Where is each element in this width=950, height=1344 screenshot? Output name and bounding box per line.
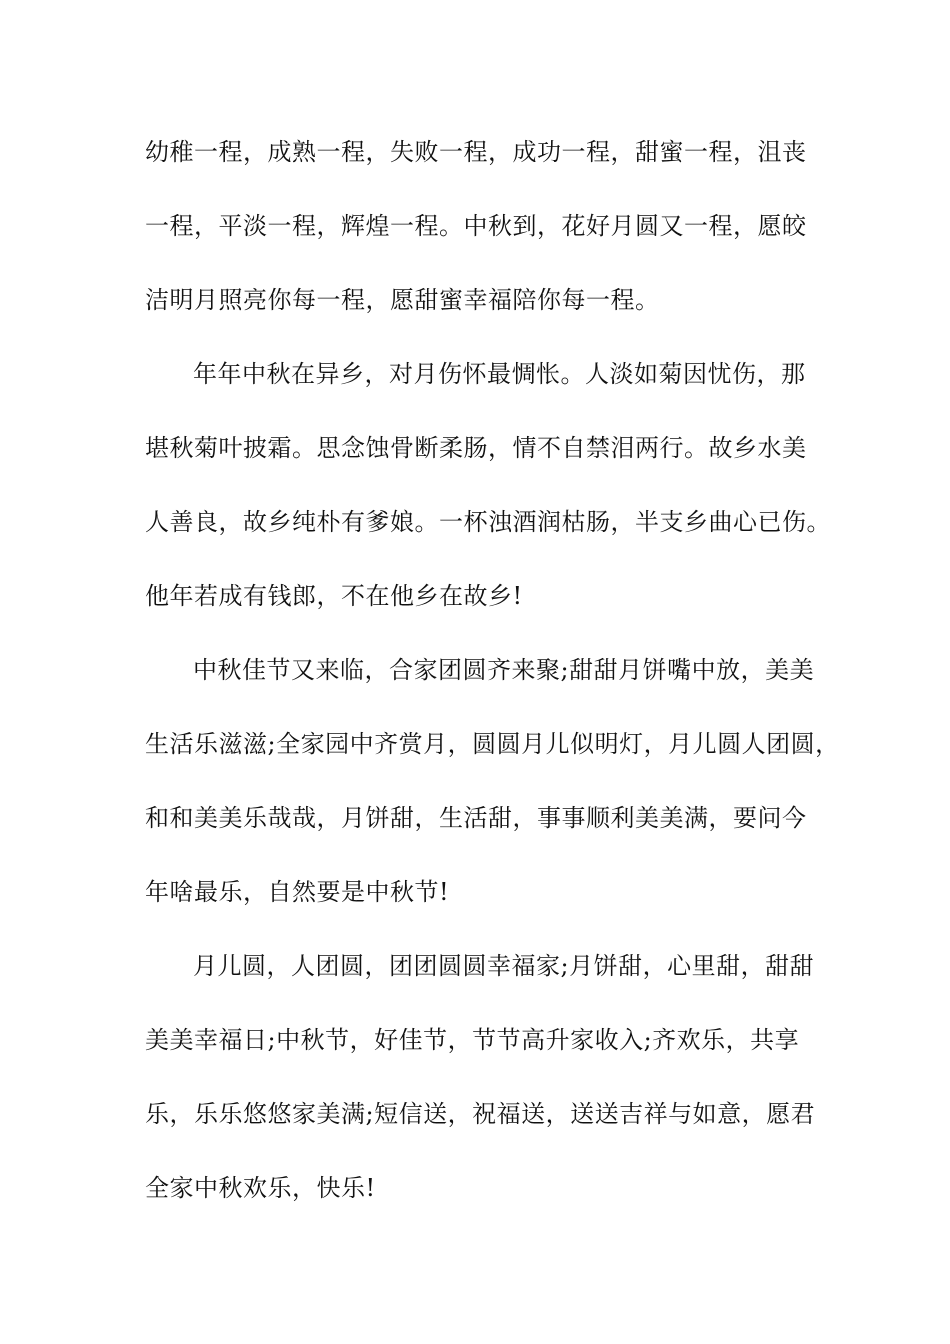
paragraph-line: 全家中秋欢乐，快乐! [145,1174,376,1202]
paragraph-line: 洁明月照亮你每一程，愿甜蜜幸福陪你每一程。 [145,286,660,314]
paragraph-line: 乐，乐乐悠悠家美满;短信送，祝福送，送送吉祥与如意，愿君 [145,1100,816,1128]
paragraph-line: 美美幸福日;中秋节，好佳节，节节高升家收入;齐欢乐，共享 [145,1026,800,1054]
paragraph-line: 一程，平淡一程，辉煌一程。中秋到，花好月圆又一程，愿皎 [145,212,807,240]
paragraph-line: 生活乐滋滋;全家园中齐赏月，圆圆月儿似明灯，月儿圆人团圆， [145,730,840,758]
paragraph-line: 年啥最乐，自然要是中秋节! [145,878,450,906]
paragraph-2 [145,352,831,648]
paragraph-line: 年年中秋在异乡，对月伤怀最惆怅。人淡如菊因忧伤，那 [193,360,806,388]
document-body [145,130,840,1240]
paragraph-4 [145,944,825,1240]
paragraph-3 [145,648,840,944]
paragraph-line: 中秋佳节又来临，合家团圆齐来聚;甜甜月饼嘴中放，美美 [193,656,815,684]
paragraph-line: 人善良，故乡纯朴有爹娘。一杯浊酒润枯肠，半支乡曲心已伤。 [145,508,831,536]
paragraph-line: 他年若成有钱郎，不在他乡在故乡! [145,582,523,610]
paragraph-1 [145,130,825,352]
paragraph-line: 月儿圆，人团圆，团团圆圆幸福家;月饼甜，心里甜，甜甜 [193,952,815,980]
paragraph-line: 和和美美乐哉哉，月饼甜，生活甜，事事顺利美美满，要问今 [145,804,807,832]
paragraph-line: 堪秋菊叶披霜。思念蚀骨断柔肠，情不自禁泪两行。故乡水美 [145,434,807,462]
paragraph-line: 幼稚一程，成熟一程，失败一程，成功一程，甜蜜一程，沮丧 [145,138,807,166]
